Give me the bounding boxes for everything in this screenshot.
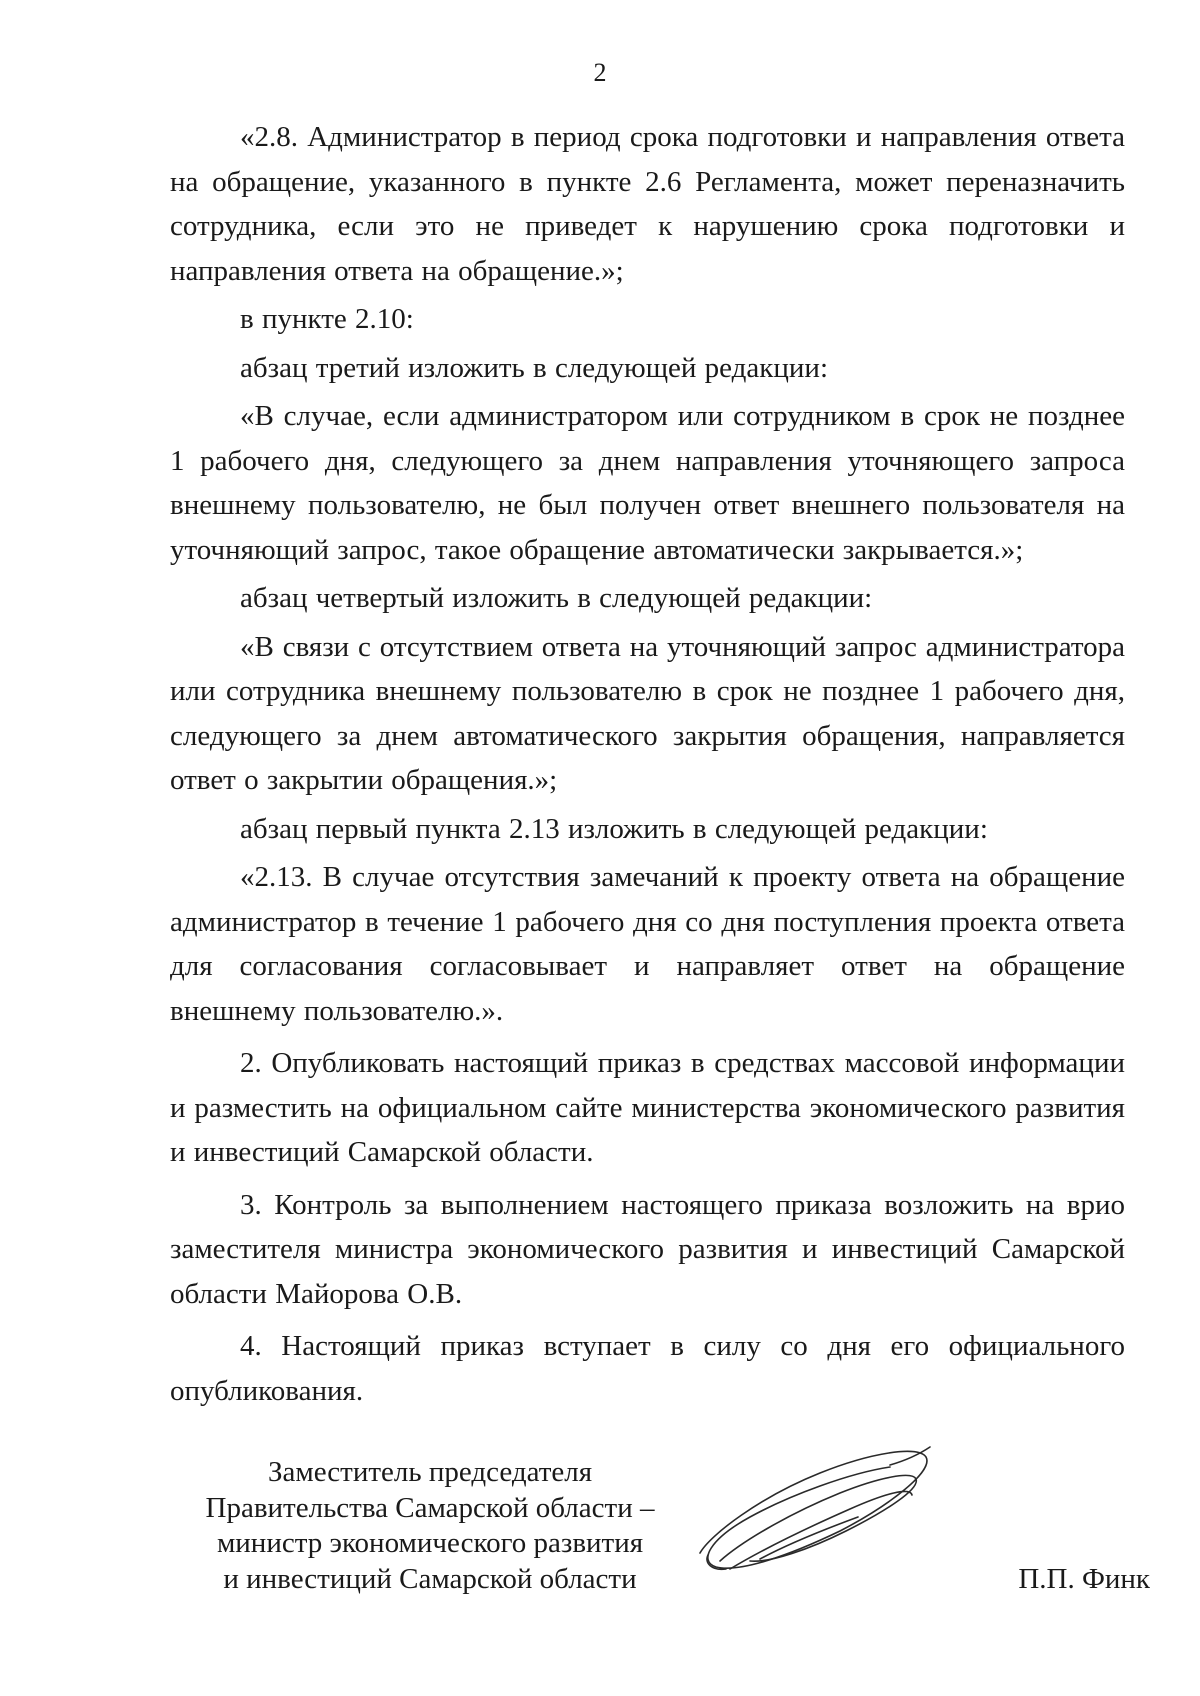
paragraph-2-8: «2.8. Администратор в период срока подготовки и направления ответа на обращение, указанного в пункте 2.6 Регламента, может переназначить сотрудника, если это не приведет к нарушению срока подготовки и направления ответа на обращение.»;: [170, 121, 1125, 287]
document-body: [170, 115, 1125, 1413]
paragraph-quote-case: «В случае, если администратором или сотрудником в срок не позднее 1 рабочего дня, следующего за днем направления уточняющего запроса внешнему пользователю, не был получен ответ внешнего пользователя на уточняющий запрос, такое обращение автоматически закрывается.»;: [170, 400, 1125, 566]
signatory-position-line: и инвестиций Самарской области: [223, 1562, 637, 1595]
paragraph-item-2-10: в пункте 2.10:: [240, 303, 414, 335]
page-number: 2: [593, 58, 607, 87]
paragraph-item-3-control: 3. Контроль за выполнением настоящего приказа возложить на врио заместителя министра экономического развития и инвестиций Самарской области Майорова О.В.: [170, 1188, 1125, 1310]
signature-block: [0, 1455, 1200, 1615]
paragraph-abzac-perviy-2-13: абзац первый пункта 2.13 изложить в следующей редакции:: [240, 812, 988, 845]
handwritten-signature: [690, 1435, 940, 1585]
signatory-position-line: министр экономического развития: [216, 1527, 644, 1559]
paragraph-item-2-publish: 2. Опубликовать настоящий приказ в средствах массовой информации и разместить на официальном сайте министерства экономического развития и инвестиций Самарской области.: [170, 1047, 1125, 1168]
paragraph-abzac-tretiy: абзац третий изложить в следующей редакции:: [240, 351, 829, 384]
paragraph-item-4-effect: 4. Настоящий приказ вступает в силу со дня его официального опубликования.: [170, 1330, 1125, 1407]
paragraph-quote-closure: «В связи с отсутствием ответа на уточняющий запрос администратора или сотрудника внешнему пользователю в срок не позднее 1 рабочего дня, следующего за днем автоматического закрытия обращения, направляется ответ о закрытии обращения.»;: [170, 630, 1125, 796]
signatory-name: П.П. Финк: [1018, 1563, 1150, 1595]
paragraph-abzac-chetvertiy: абзац четвертый изложить в следующей редакции:: [240, 582, 873, 614]
signatory-position-line: Заместитель председателя: [267, 1456, 593, 1488]
signatory-position-line: Правительства Самарской области –: [205, 1491, 655, 1524]
paragraph-2-13: «2.13. В случае отсутствия замечаний к проекту ответа на обращение администратор в течение 1 рабочего дня со дня поступления проекта ответа для согласования согласовывает и направляет ответ на обращение внешнему пользователю.».: [170, 861, 1125, 1027]
signatory-position: [150, 1455, 710, 1597]
